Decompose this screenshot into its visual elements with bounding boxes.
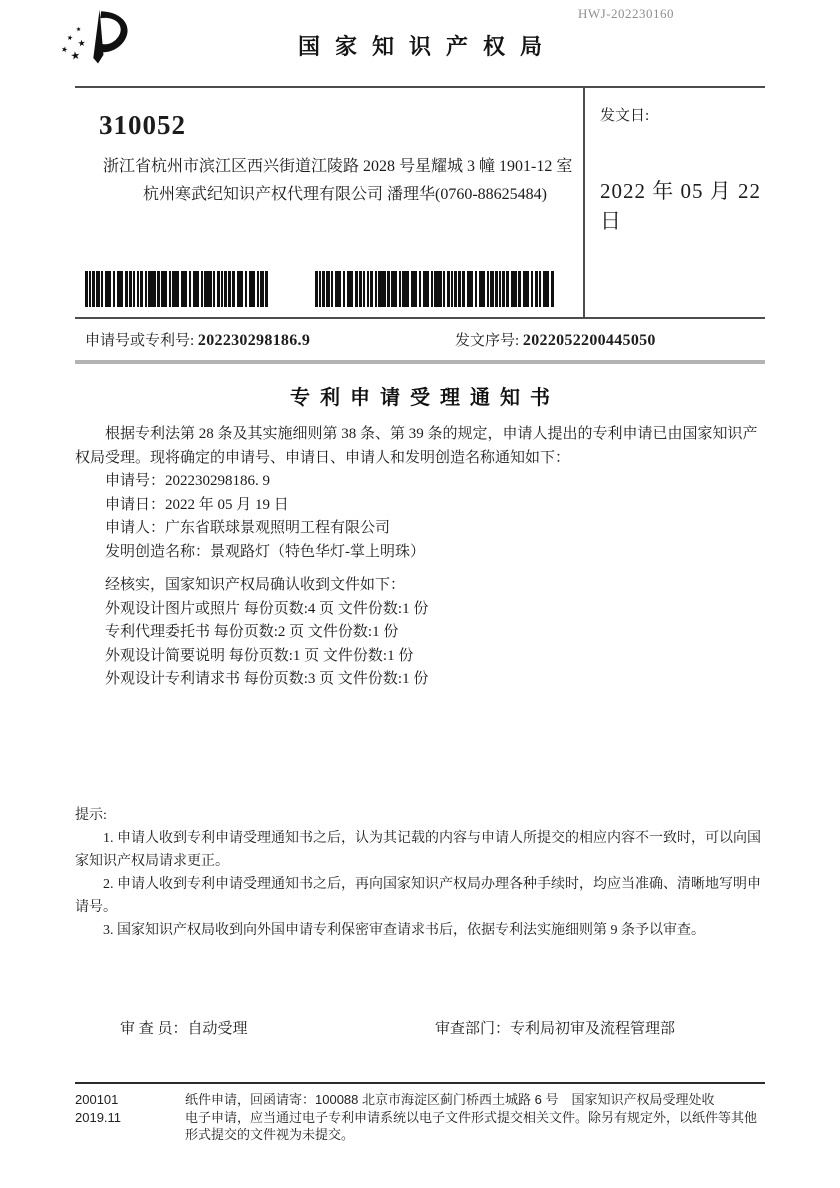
- barcode-serial-number: [315, 271, 555, 307]
- footer-row: [75, 1109, 765, 1144]
- cnipa-logo-icon: [59, 8, 137, 85]
- document-reference-number: HWJ-202230160: [578, 6, 675, 21]
- tip-item: 1. 申请人收到专利申请受理通知书之后，认为其记载的内容与申请人所提交的相应内容不一致时，可以向国家知识产权局请求更正。: [75, 831, 761, 869]
- notice-title: 专利申请受理通知书: [290, 387, 560, 409]
- document-header: [75, 0, 765, 88]
- notice-body: [75, 423, 765, 692]
- footer-paper-filing-note: 纸件申请，回函请寄：100088 北京市海淀区蓟门桥西土城路 6 号 国家知识产权局受理处收: [185, 1092, 715, 1107]
- tips-label: 提示:: [75, 808, 107, 823]
- tip-item: 2. 申请人收到专利申请受理通知书之后，再向国家知识产权局办理各种手续时，均应当准确、清晰地写明申请号。: [75, 877, 761, 915]
- examiner-label: 审 查 员：: [120, 1021, 188, 1037]
- tip-item: 3. 国家知识产权局收到向外国申请专利保密审查请求书后，依据专利法实施细则第 9 条予以审查。: [103, 923, 705, 938]
- issue-date-block: [583, 88, 765, 317]
- received-file-item: 外观设计专利请求书 每份页数:3 页 文件份数:1 份: [105, 671, 429, 687]
- barcode-application-number: [85, 271, 269, 307]
- examiner-value: 自动受理: [187, 1021, 248, 1037]
- footer-form-code: 200101: [75, 1092, 119, 1107]
- issue-date-value: 2022 年 05 月 22 日: [600, 179, 761, 233]
- signoff-row: [75, 1017, 765, 1041]
- office-title: 国家知识产权局: [297, 34, 557, 59]
- received-file-item: 外观设计图片或照片 每份页数:4 页 文件份数:1 份: [105, 600, 429, 617]
- footer-row: [75, 1091, 765, 1109]
- reference-numbers-row: [75, 319, 765, 364]
- barcode-group: [85, 271, 555, 307]
- serial-number-pair: [455, 329, 656, 350]
- examiner-pair: [120, 1017, 248, 1038]
- department-pair: [435, 1017, 675, 1038]
- recipient-address-line2: 杭州寒武纪知识产权代理有限公司 潘理华(0760-88625484): [143, 186, 547, 203]
- notice-intro-paragraph: 根据专利法第 28 条及其实施细则第 38 条、第 39 条的规定，申请人提出的专利申请已由国家知识产权局受理。现将确定的申请号、申请日、申请人和发明创造名称通知如下：: [75, 426, 758, 466]
- serial-number-value: 2022052200445050: [522, 332, 656, 349]
- detail-filing-date: 申请日：2022 年 05 月 19 日: [105, 496, 289, 513]
- recipient-block: [75, 88, 583, 317]
- department-value: 专利局初审及流程管理部: [510, 1021, 676, 1037]
- form-footer: [75, 1082, 765, 1144]
- received-files-intro: 经核实，国家知识产权局确认收到文件如下：: [105, 577, 406, 593]
- recipient-address-line1: 浙江省杭州市滨江区西兴街道江陵路 2028 号星耀城 3 幢 1901-12 室: [103, 158, 573, 175]
- received-file-item: 专利代理委托书 每份页数:2 页 文件份数:1 份: [105, 624, 399, 640]
- tips-section: [75, 804, 765, 942]
- received-file-item: 外观设计简要说明 每份页数:1 页 文件份数:1 份: [105, 647, 414, 664]
- footer-form-revision: 2019.11: [75, 1109, 122, 1125]
- serial-number-label: 发文序号:: [455, 333, 523, 349]
- detail-applicant: 申请人：广东省联球景观照明工程有限公司: [105, 520, 391, 536]
- recipient-and-date-band: [75, 88, 765, 319]
- issue-date-label: 发文日:: [600, 108, 650, 124]
- application-number-value: 202230298186.9: [197, 332, 311, 349]
- application-number-label: 申请号或专利号:: [85, 333, 198, 349]
- detail-application-number: 申请号：202230298186. 9: [105, 473, 271, 489]
- footer-efiling-note: 电子申请，应当通过电子专利申请系统以电子文件形式提交相关文件。除另有规定外，以纸件等其他形式提交的文件视为未提交。: [185, 1109, 758, 1142]
- postal-code: 310052: [99, 110, 186, 140]
- detail-invention-title: 发明创造名称：景观路灯（特色华灯-掌上明珠）: [105, 543, 425, 560]
- department-label: 审查部门：: [435, 1021, 511, 1037]
- application-number-pair: [85, 329, 455, 350]
